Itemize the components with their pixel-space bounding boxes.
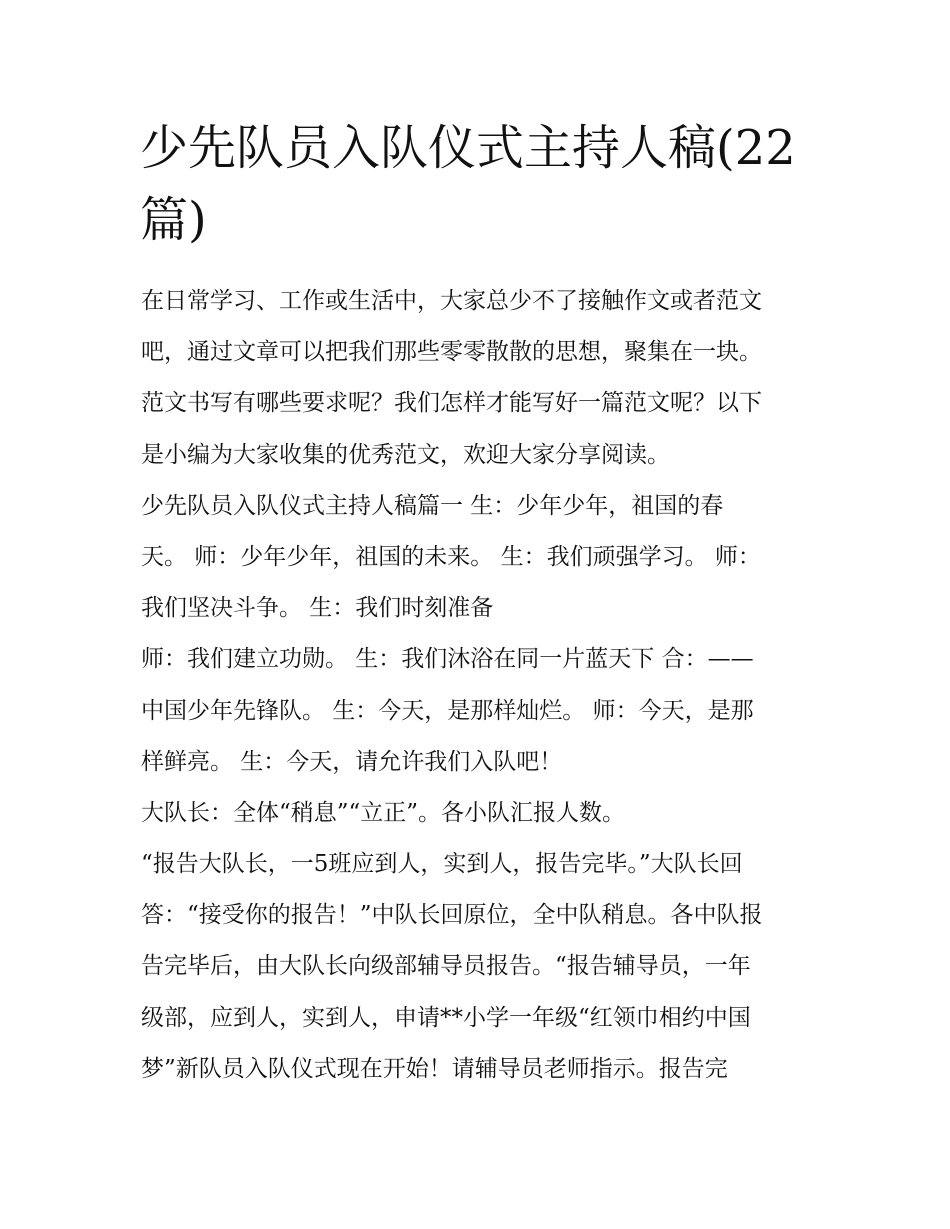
body-line: 师：我们建立功勋。 生：我们沐浴在同一片蓝天下 合：—— [141, 646, 754, 673]
document-title [140, 112, 830, 256]
body-line: 样鲜亮。 生：今天，请允许我们入队吧！ [141, 748, 563, 775]
body-line: “报告大队长，一5班应到人，实到人，报告完毕。”大队长回 [141, 851, 743, 878]
body-line: 范文书写有哪些要求呢？我们怎样才能写好一篇范文呢？以下 [141, 390, 762, 417]
document-body [141, 276, 831, 1095]
body-line: 答：“接受你的报告！”中队长回原位，全中队稍息。各中队报 [141, 902, 763, 929]
body-line: 我们坚决斗争。 生：我们时刻准备 [141, 595, 494, 622]
body-line: 中国少年先锋队。 生：今天，是那样灿烂。 师：今天，是那 [141, 697, 754, 724]
title-line-1: 少先队员入队仪式主持人稿(22 [140, 120, 796, 176]
body-line: 级部，应到人，实到人，申请**小学一年级“红领巾相约中国 [141, 1004, 751, 1031]
body-line: 是小编为大家收集的优秀范文，欢迎大家分享阅读。 [141, 441, 670, 468]
body-line: 在日常学习、工作或生活中，大家总少不了接触作文或者范文 [141, 288, 762, 314]
body-line: 吧，通过文章可以把我们那些零零散散的思想，聚集在一块。 [141, 339, 762, 366]
body-line: 梦”新队员入队仪式现在开始！请辅导员老师指示。报告完 [141, 1055, 728, 1082]
body-line: 大队长：全体“稍息”“立正”。各小队汇报人数。 [141, 799, 626, 826]
title-line-2: 篇) [140, 192, 207, 248]
body-line: 天。 师：少年少年，祖国的未来。 生：我们顽强学习。 师： [141, 543, 761, 570]
body-line: 告完毕后，由大队长向级部辅导员报告。“报告辅导员，一年 [141, 953, 751, 980]
body-line: 少先队员入队仪式主持人稿篇一 生：少年少年，祖国的春 [141, 492, 724, 519]
